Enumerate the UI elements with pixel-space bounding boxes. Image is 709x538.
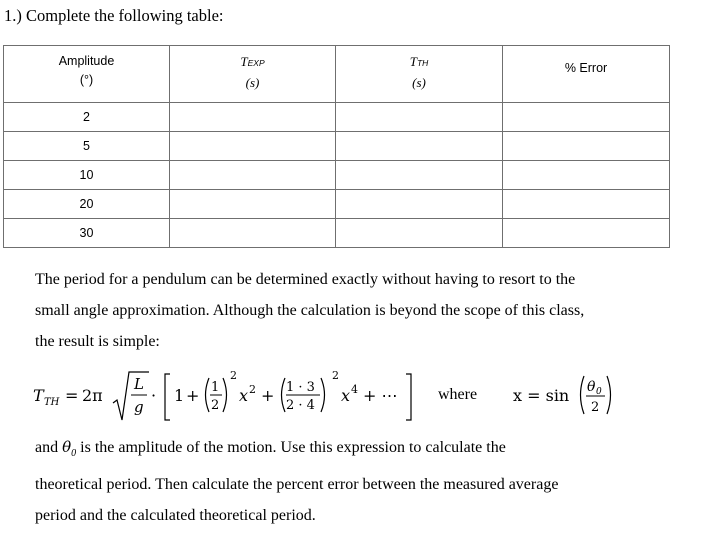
eq-g: g	[134, 398, 144, 416]
instr-line-3: period and the calculated theoretical period.	[35, 507, 316, 525]
data-table	[3, 45, 670, 248]
eq-exp2-a: 2	[230, 369, 237, 382]
table-row	[4, 190, 670, 219]
eq-frac2-den: 2 · 4	[286, 398, 315, 413]
eq-one: 1	[174, 386, 185, 405]
t-th-cell[interactable]	[336, 132, 503, 161]
eq-theta-sub: 0	[596, 387, 602, 397]
left-paren-1	[206, 378, 210, 412]
intro-line-3: the result is simple:	[35, 333, 160, 350]
eq-theta: θ	[587, 379, 596, 395]
eq-x-def: x = sin	[513, 386, 570, 405]
table-header-row	[4, 46, 670, 103]
t-th-unit: (s)	[412, 75, 426, 90]
left-paren-2	[282, 378, 286, 412]
instr-theta: θ	[62, 438, 72, 456]
t-exp-unit: (s)	[245, 75, 260, 90]
eq-x-2: x	[341, 386, 351, 405]
eq-equals: =	[65, 386, 79, 405]
amplitude-cell: 30	[4, 219, 170, 248]
instr-theta-sub: 0	[71, 448, 77, 460]
right-paren-2	[321, 378, 325, 412]
eq-two: 2	[591, 400, 600, 415]
left-paren-3	[581, 376, 585, 414]
header-amplitude-unit: (°)	[79, 73, 94, 87]
amplitude-cell: 2	[4, 103, 170, 132]
eq-plus-2: +	[261, 386, 275, 405]
paragraph-instructions	[35, 432, 675, 531]
t-th-cell[interactable]	[336, 161, 503, 190]
amplitude-cell: 10	[4, 161, 170, 190]
amplitude-cell: 5	[4, 132, 170, 161]
eq-exp2-b: 2	[249, 383, 256, 396]
eq-dot: ·	[151, 386, 157, 405]
paragraph-intro	[35, 264, 675, 357]
header-error	[503, 46, 670, 103]
eq-half-den: 2	[211, 398, 220, 413]
right-paren-1	[223, 378, 227, 412]
amplitude-cell: 20	[4, 190, 170, 219]
error-cell[interactable]	[503, 161, 670, 190]
t-exp-cell[interactable]	[170, 190, 336, 219]
t-th-cell[interactable]	[336, 190, 503, 219]
right-paren-3	[607, 376, 611, 414]
period-equation	[33, 366, 693, 426]
t-th-subscript: TH	[416, 58, 429, 68]
error-cell[interactable]	[503, 190, 670, 219]
table-row	[4, 103, 670, 132]
t-th-cell[interactable]	[336, 103, 503, 132]
table-row	[4, 161, 670, 190]
header-t-th	[336, 46, 503, 103]
t-exp-cell[interactable]	[170, 103, 336, 132]
header-amplitude	[4, 46, 170, 103]
error-cell[interactable]	[503, 103, 670, 132]
left-bracket	[165, 374, 170, 420]
equation-svg	[33, 366, 693, 426]
instr-line-1-pre: and	[35, 439, 59, 456]
eq-where: where	[438, 386, 478, 403]
eq-two-pi: 2π	[82, 386, 103, 405]
eq-plus-1: +	[186, 386, 200, 405]
header-error-label: % Error	[564, 61, 608, 75]
intro-line-1: The period for a pendulum can be determined exactly without having to resort to the	[35, 271, 576, 288]
intro-line-2: small angle approximation. Although the calculation is beyond the scope of this class,	[35, 302, 585, 319]
t-th-cell[interactable]	[336, 219, 503, 248]
eq-x-1: x	[239, 386, 249, 405]
right-bracket	[406, 374, 411, 420]
error-cell[interactable]	[503, 132, 670, 161]
question-title: 1.) Complete the following table:	[4, 6, 224, 25]
t-th-symbol: T	[409, 54, 417, 69]
t-exp-subscript: EXP	[247, 58, 265, 68]
instr-line-1-post: is the amplitude of the motion. Use this expression to calculate the	[80, 439, 506, 456]
instr-line-2: theoretical period. Then calculate the percent error between the measured average	[35, 476, 559, 494]
t-exp-symbol: T	[240, 54, 248, 69]
table-row	[4, 132, 670, 161]
eq-half-num: 1	[211, 380, 220, 395]
eq-ellipsis: + ⋯	[363, 386, 398, 405]
header-amplitude-label: Amplitude	[58, 54, 115, 68]
t-exp-cell[interactable]	[170, 219, 336, 248]
eq-exp4: 4	[351, 383, 358, 396]
t-exp-cell[interactable]	[170, 161, 336, 190]
error-cell[interactable]	[503, 219, 670, 248]
eq-exp2-c: 2	[332, 369, 339, 382]
eq-L: L	[134, 375, 144, 393]
eq-lhs-subscript: TH	[44, 397, 60, 408]
eq-frac2-num: 1 · 3	[286, 380, 315, 395]
t-exp-cell[interactable]	[170, 132, 336, 161]
table-row	[4, 219, 670, 248]
eq-lhs-symbol: T	[33, 386, 44, 405]
header-t-exp	[170, 46, 336, 103]
